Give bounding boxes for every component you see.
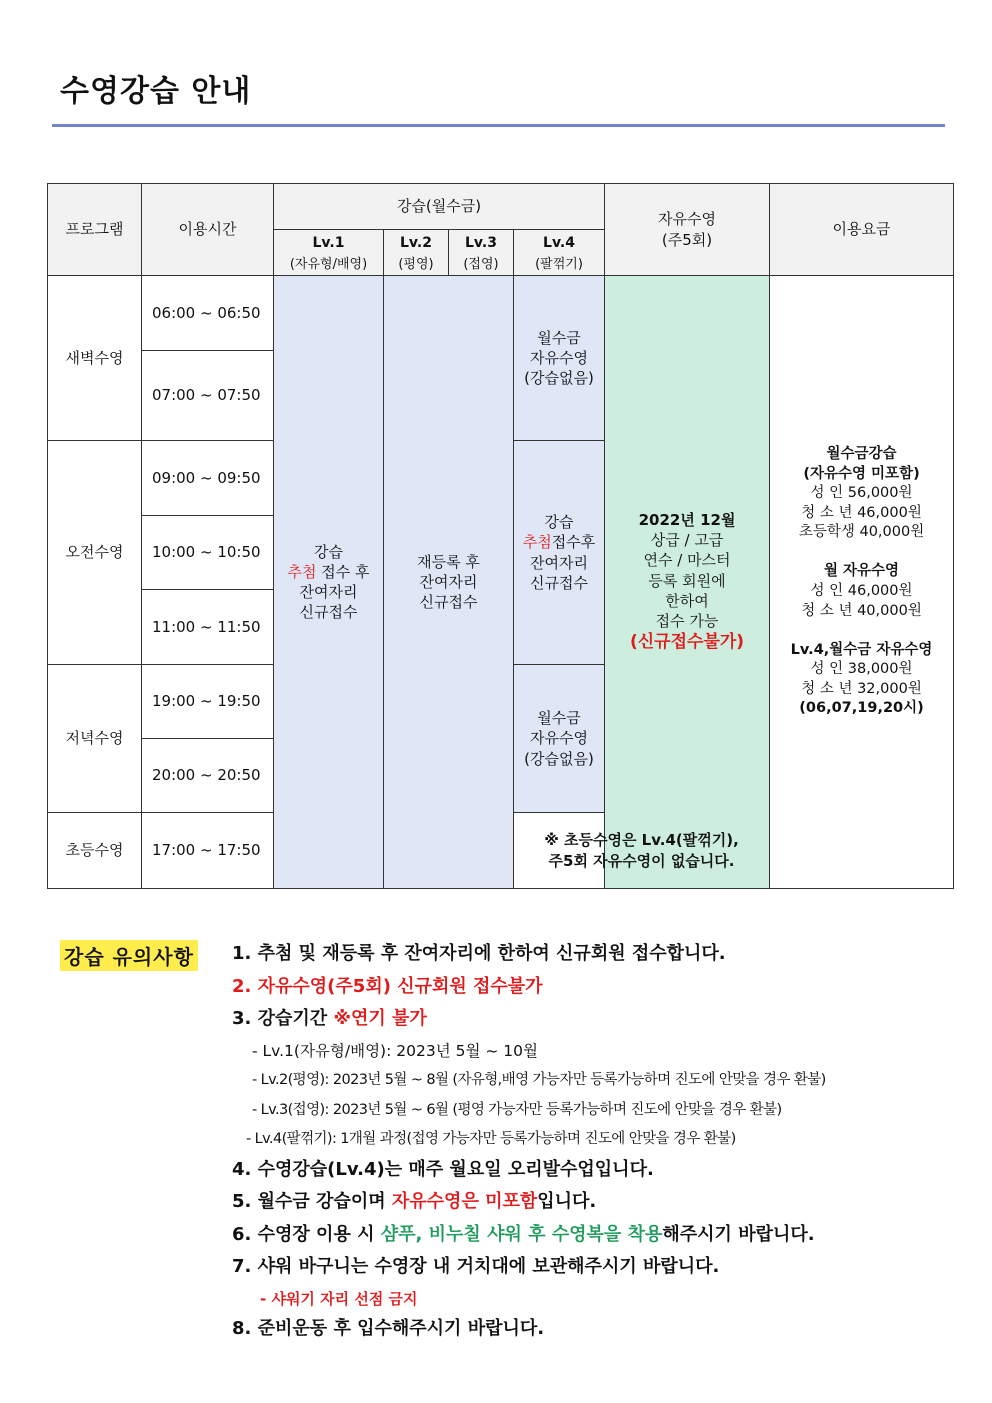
fee-g1-title: 월수금강습	[826, 446, 897, 463]
lv4-dawn-line2: 자유수영	[530, 348, 588, 367]
lv4-desc: (팔꺾기)	[535, 256, 583, 272]
fee-g3-note: (06,07,19,20시)	[799, 700, 924, 717]
lv1-red-text: 추첨	[287, 562, 317, 581]
header-free-swim	[605, 184, 770, 276]
kids-note-line2: 주5회 자유수영이 없습니다.	[548, 851, 735, 870]
kids-note-line1: ※ 초등수영은 Lv.4(팔꺾기),	[544, 831, 739, 850]
free-line6: 접수 가능	[655, 612, 719, 631]
time-slot: 06:00 ~ 06:50	[142, 276, 274, 351]
notes-list	[232, 940, 932, 1348]
lv3-name: Lv.3	[465, 234, 497, 251]
program-morning: 오전수영	[48, 441, 142, 665]
program-kids: 초등수영	[48, 813, 142, 889]
title-underline	[52, 124, 945, 127]
free-red-text: (신규접수불가)	[629, 632, 745, 653]
lv3-desc: (접영)	[463, 256, 499, 272]
note-3-sub: - Lv.3(접영): 2023년 5월 ~ 6월 (평영 가능자만 등록가능하며 진도에 안맞을 경우 환불)	[252, 1101, 782, 1118]
fee-line: 청 소 년 40,000원	[801, 602, 922, 619]
notes-label: 강습 유의사항	[60, 940, 198, 971]
note-8: 8. 준비운동 후 입수해주시기 바랍니다.	[232, 1318, 545, 1339]
lv2-desc: (평영)	[398, 256, 434, 272]
note-2: 2. 자유수영(주5회) 신규회원 접수불가	[232, 975, 543, 997]
lv23-line2: 잔여자리	[419, 572, 478, 591]
header-lv3	[449, 230, 514, 276]
lv4-evening-line3: (강습없음)	[524, 749, 594, 768]
lv1-line4: 신규접수	[299, 603, 358, 622]
program-evening: 저녁수영	[48, 665, 142, 813]
free-line5: 한하여	[665, 591, 709, 610]
lv1-line1: 강습	[314, 542, 343, 561]
note-7: 7. 샤워 바구니는 수영장 내 거치대에 보관해주시기 바랍니다.	[232, 1256, 720, 1277]
header-fee: 이용요금	[770, 184, 954, 276]
lv4-morning-line3: 잔여자리	[530, 553, 588, 572]
lv4-dawn-line1: 월수금	[537, 328, 581, 347]
time-slot: 17:00 ~ 17:50	[142, 813, 274, 889]
free-swim-sub: (주5회)	[661, 230, 713, 249]
fee-line: 성 인 38,000원	[810, 661, 913, 678]
lv4-evening-line2: 자유수영	[530, 729, 588, 748]
lv4-dawn-cell	[514, 276, 605, 441]
header-lv2	[384, 230, 449, 276]
program-dawn: 새벽수영	[48, 276, 142, 441]
free-line3: 연수 / 마스터	[643, 551, 731, 570]
lv1-line3: 잔여자리	[299, 583, 358, 601]
lv1-cell	[274, 276, 384, 889]
lv4-morning-line4: 신규접수	[530, 573, 588, 592]
lv4-morning-line2: 접수후	[551, 533, 596, 552]
header-program: 프로그램	[48, 184, 142, 276]
time-slot: 11:00 ~ 11:50	[142, 590, 274, 665]
note-3	[232, 1005, 932, 1038]
note-5-post: 입니다.	[537, 1191, 597, 1212]
header-lesson-group: 강습(월수금)	[274, 184, 605, 230]
fee-line: 성 인 46,000원	[810, 583, 913, 599]
page-title: 수영강습 안내	[60, 74, 252, 109]
header-time: 이용시간	[142, 184, 274, 276]
fee-line: 청 소 년 32,000원	[801, 680, 922, 697]
lv4-morning-red: 추첨	[522, 533, 552, 552]
note-5	[232, 1188, 932, 1221]
fee-cell	[770, 276, 954, 889]
lv23-line3: 신규접수	[419, 593, 478, 612]
time-slot: 19:00 ~ 19:50	[142, 665, 274, 739]
free-line2: 상급 / 고급	[650, 531, 724, 550]
fee-g1-sub: (자유수영 미포함)	[803, 465, 920, 482]
time-slot: 20:00 ~ 20:50	[142, 739, 274, 813]
header-lv4	[514, 230, 605, 276]
lv4-evening-line1: 월수금	[537, 709, 581, 728]
note-6-green: 샴푸, 비누칠 샤워 후 수영복을 착용	[380, 1223, 663, 1245]
header-lv1	[274, 230, 384, 276]
note-3-red: ※연기 불가	[333, 1008, 427, 1029]
note-1: 1. 추첨 및 재등록 후 잔여자리에 한하여 신규회원 접수합니다.	[232, 943, 726, 964]
lv4-morning-line1: 강습	[544, 513, 574, 531]
lv23-cell	[384, 276, 514, 889]
time-slot: 07:00 ~ 07:50	[142, 351, 274, 441]
fee-line: 청 소 년 46,000원	[801, 504, 922, 521]
note-7-sub: - 샤워기 자리 선점 금지	[260, 1289, 418, 1308]
note-3-sub: - Lv.2(평영): 2023년 5월 ~ 8월 (자유형,배영 가능자만 등록가능하며 진도에 안맞을 경우 환불)	[252, 1072, 826, 1088]
kids-note-cell	[514, 813, 770, 889]
note-6	[232, 1221, 932, 1254]
lv23-line1: 재등록 후	[417, 552, 480, 571]
lv4-name: Lv.4	[543, 234, 575, 251]
fee-g3-title: Lv.4,월수금 자유수영	[790, 641, 933, 658]
lv4-dawn-line3: (강습없음)	[524, 369, 594, 388]
time-slot: 09:00 ~ 09:50	[142, 441, 274, 516]
note-6-text: 6. 수영장 이용 시	[232, 1223, 381, 1245]
note-3-text: 3. 강습기간	[232, 1008, 334, 1029]
schedule-table	[47, 183, 954, 889]
lv2-name: Lv.2	[400, 234, 432, 251]
free-line4: 등록 회원에	[648, 571, 726, 590]
note-5-text: 5. 월수금 강습이며	[232, 1191, 392, 1212]
free-swim-title: 자유수영	[658, 210, 717, 229]
note-6-post: 해주시기 바랍니다.	[662, 1223, 815, 1245]
note-5-red: 자유수영은 미포함	[391, 1191, 538, 1212]
free-swim-cell	[605, 276, 770, 889]
lv4-evening-cell	[514, 665, 605, 813]
note-4: 4. 수영강습(Lv.4)는 매주 월요일 오리발수업입니다.	[232, 1158, 654, 1180]
fee-g2-title: 월 자유수영	[823, 563, 900, 580]
lv1-name: Lv.1	[312, 234, 345, 251]
fee-line: 성 인 56,000원	[810, 485, 913, 502]
fee-line: 초등학생 40,000원	[798, 524, 925, 541]
lv4-morning-cell	[514, 441, 605, 665]
note-3-sub: - Lv.4(팔꺾기): 1개월 과정(접영 가능자만 등록가능하며 진도에 안맞을 경우 환불)	[246, 1131, 736, 1147]
time-slot: 10:00 ~ 10:50	[142, 516, 274, 590]
lv1-desc: (자유형/배영)	[289, 256, 368, 272]
lv1-line2: 접수 후	[316, 562, 370, 581]
free-line1: 2022년 12월	[638, 510, 736, 529]
note-3-sub: - Lv.1(자유형/배영): 2023년 5월 ~ 10월	[252, 1041, 538, 1060]
